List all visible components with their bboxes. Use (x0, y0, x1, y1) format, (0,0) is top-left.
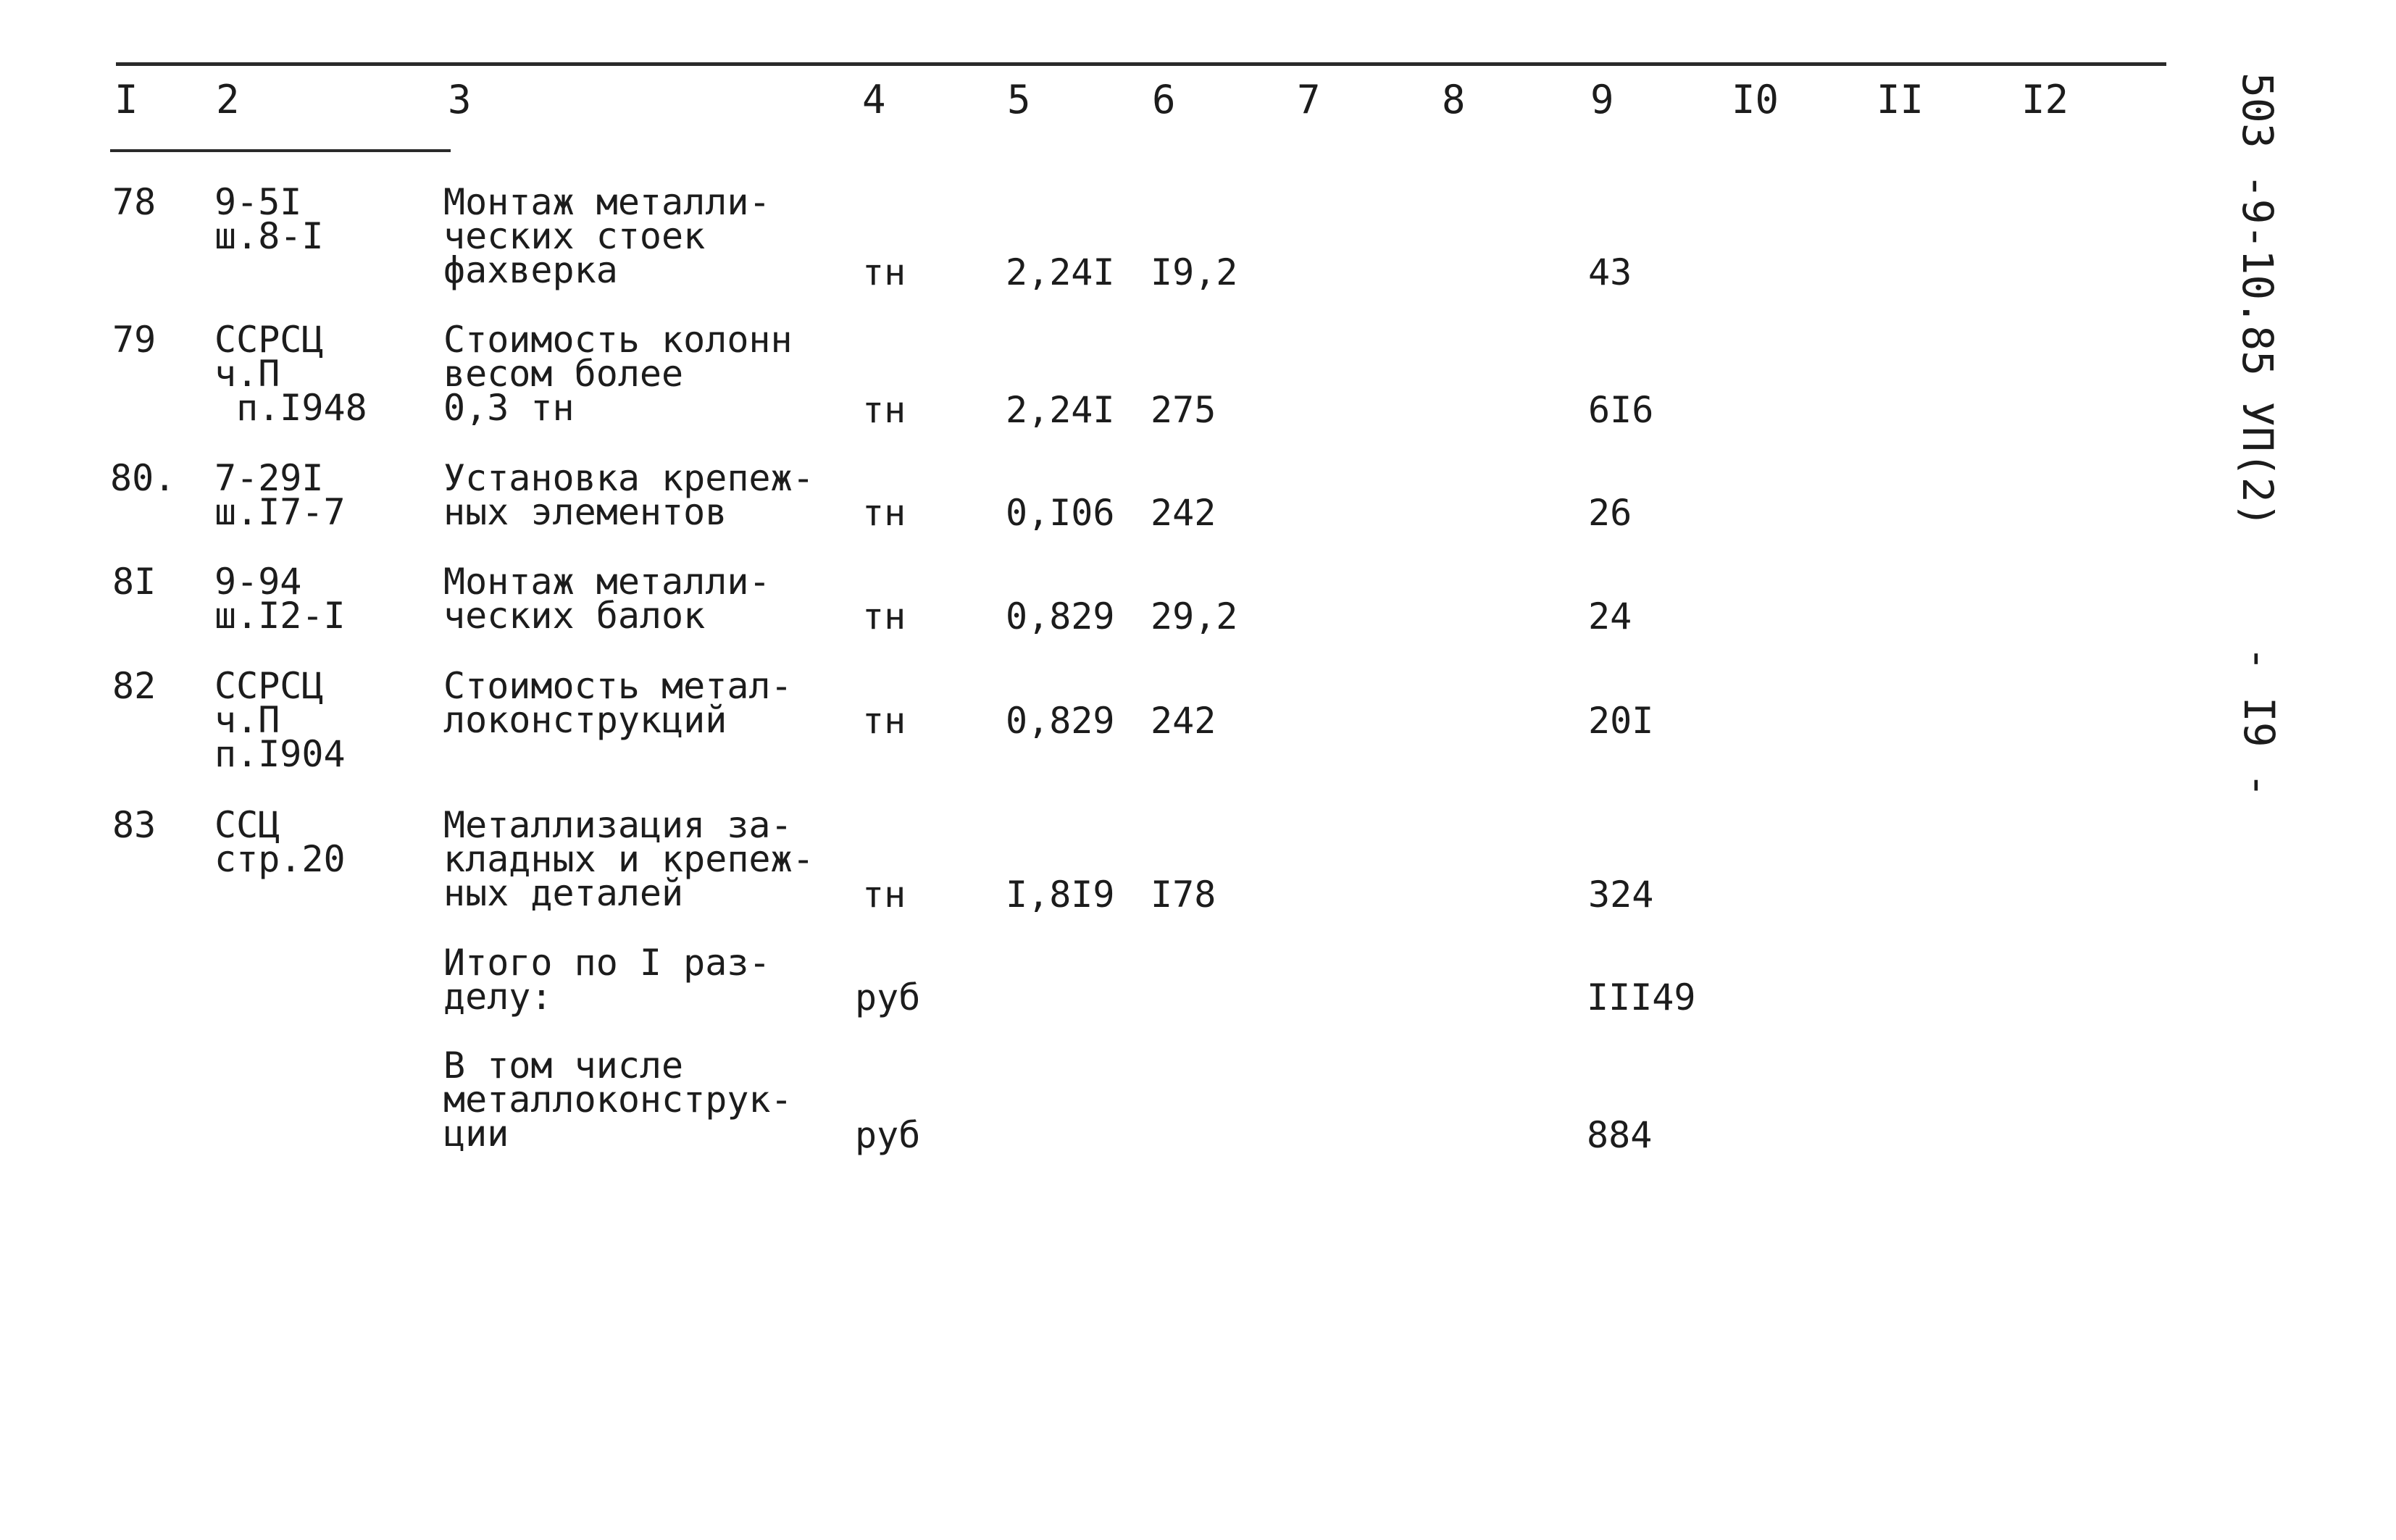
table-top-rule (116, 62, 2166, 66)
summary-total: 884 (1587, 1114, 1653, 1156)
header-col-4: 4 (862, 77, 886, 122)
row-qty: 0,829 (1006, 595, 1115, 637)
row-qty: 2,24I (1006, 389, 1115, 431)
row-number: 78 (112, 181, 156, 223)
row-number: 80. (110, 457, 176, 499)
row-number: 82 (112, 665, 156, 707)
header-col-8: 8 (1442, 77, 1466, 122)
page-number: - I9 - (2234, 646, 2284, 798)
row-total: 20I (1588, 700, 1654, 742)
document-code: 503 -9-10.85 УП(2) (2233, 72, 2282, 528)
row-name: Металлизация за- кладных и крепеж- ных деталей (443, 804, 814, 914)
summary-total: III49 (1587, 976, 1696, 1018)
row-unit: тн (862, 874, 906, 916)
header-col-5: 5 (1007, 77, 1031, 122)
summary-unit: руб (855, 1114, 921, 1156)
row-total: 24 (1588, 595, 1632, 637)
row-price: 242 (1151, 492, 1216, 534)
row-price: 275 (1151, 389, 1216, 431)
row-code: 9-94 ш.I2-I (214, 561, 346, 637)
header-col-10: I0 (1732, 77, 1779, 122)
row-code: 7-29I ш.I7-7 (214, 457, 346, 533)
summary-name: В том числе металлоконструк- ции (443, 1045, 793, 1155)
row-name: Стоимость метал- локонструкций (443, 665, 793, 741)
row-total: 324 (1588, 874, 1654, 916)
header-col-2: 2 (216, 77, 240, 122)
row-name: Стоимость колонн весом более 0,3 тн (443, 319, 793, 429)
row-name: Монтаж металли- ческих стоек фахверка (443, 181, 771, 291)
row-price: I9,2 (1151, 251, 1238, 293)
row-price: 242 (1151, 700, 1216, 742)
header-col-1: I (114, 77, 138, 122)
header-col-12: I2 (2021, 77, 2069, 122)
row-qty: I,8I9 (1006, 874, 1115, 916)
row-unit: тн (862, 389, 906, 431)
row-qty: 0,I06 (1006, 492, 1115, 534)
header-sub-rule (110, 149, 451, 152)
row-code: ССЦ стр.20 (214, 804, 346, 880)
row-name: Монтаж металли- ческих балок (443, 561, 771, 637)
header-col-9: 9 (1590, 77, 1614, 122)
row-price: I78 (1151, 874, 1216, 916)
row-code: 9-5I ш.8-I (214, 181, 324, 257)
row-unit: тн (862, 700, 906, 742)
row-number: 83 (112, 804, 156, 846)
row-total: 43 (1588, 251, 1632, 293)
header-col-6: 6 (1152, 77, 1176, 122)
row-total: 6I6 (1588, 389, 1654, 431)
row-number: 8I (112, 561, 156, 603)
row-unit: тн (862, 492, 906, 534)
row-unit: тн (862, 251, 906, 293)
summary-name: Итого по I раз- делу: (443, 942, 771, 1018)
header-col-11: II (1877, 77, 1924, 122)
row-price: 29,2 (1151, 595, 1238, 637)
row-qty: 2,24I (1006, 251, 1115, 293)
row-name: Установка крепеж- ных элементов (443, 457, 814, 533)
row-unit: тн (862, 595, 906, 637)
row-code: ССРСЦ ч.П п.I904 (214, 665, 346, 775)
header-col-3: 3 (448, 77, 472, 122)
row-number: 79 (112, 319, 156, 361)
summary-unit: руб (855, 976, 921, 1018)
row-qty: 0,829 (1006, 700, 1115, 742)
header-col-7: 7 (1297, 77, 1321, 122)
row-code: ССРСЦ ч.П п.I948 (214, 319, 367, 429)
row-total: 26 (1588, 492, 1632, 534)
